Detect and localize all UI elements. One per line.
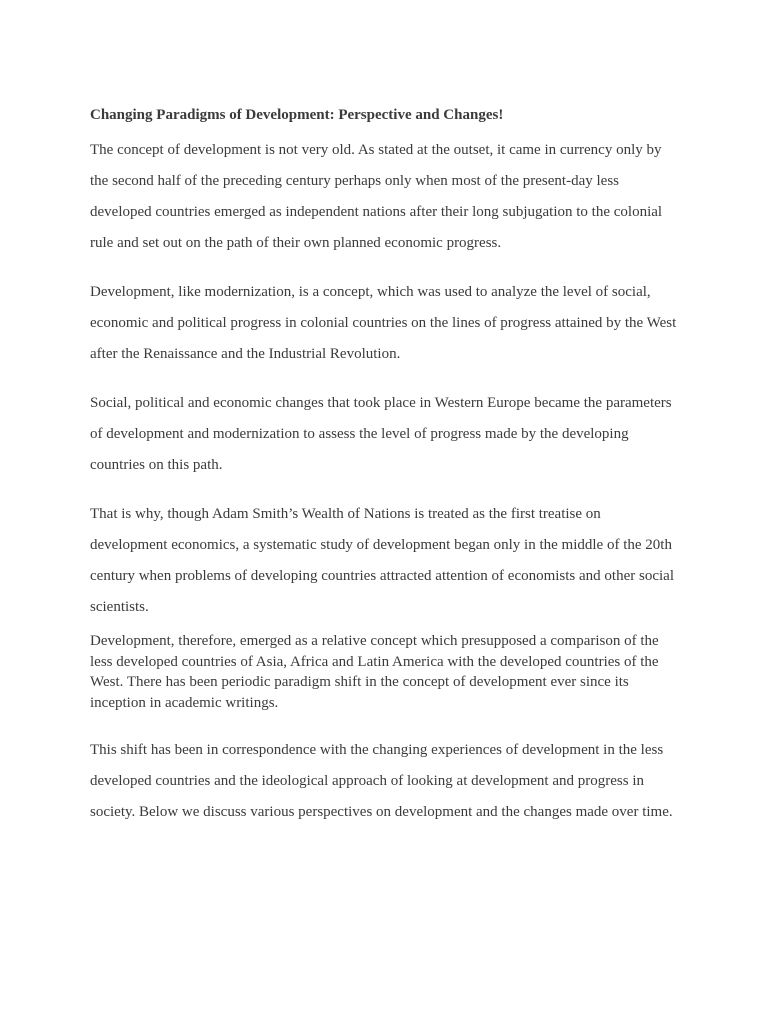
paragraph: Development, like modernization, is a concept, which was used to analyze the level of social, economic and political progress in colonial countries on the lines of progress attained by the West after the Renaissance and the Industrial Revolution.	[90, 284, 677, 362]
paragraph: Development, therefore, emerged as a relative concept which presupposed a comparison of the less developed countries of Asia, Africa and Latin America with the developed countries of the West. There has been periodic paradigm shift in the concept of development ever since its inception in academic writings.	[90, 633, 659, 711]
paragraph: That is why, though Adam Smith’s Wealth of Nations is treated as the first treatise on development economics, a systematic study of development began only in the middle of the 20th century when problems of developing countries attracted attention of economists and other social scientists.	[90, 506, 674, 615]
paragraph: Social, political and economic changes that took place in Western Europe became the parameters of development and modernization to assess the level of progress made by the developing countries on this path.	[90, 395, 672, 473]
paragraph: The concept of development is not very old. As stated at the outset, it came in currency only by the second half of the preceding century perhaps only when most of the present-day less developed countries emerged as independent nations after their long subjugation to the colonial rule and set out on the path of their own planned economic progress.	[90, 142, 663, 251]
document-body	[90, 104, 680, 828]
document-title: Changing Paradigms of Development: Perspective and Changes!	[90, 107, 504, 123]
paragraph: This shift has been in correspondence with the changing experiences of development in the less developed countries and the ideological approach of looking at development and progress in society. Below we discuss various perspectives on development and the changes made over time.	[90, 742, 673, 820]
